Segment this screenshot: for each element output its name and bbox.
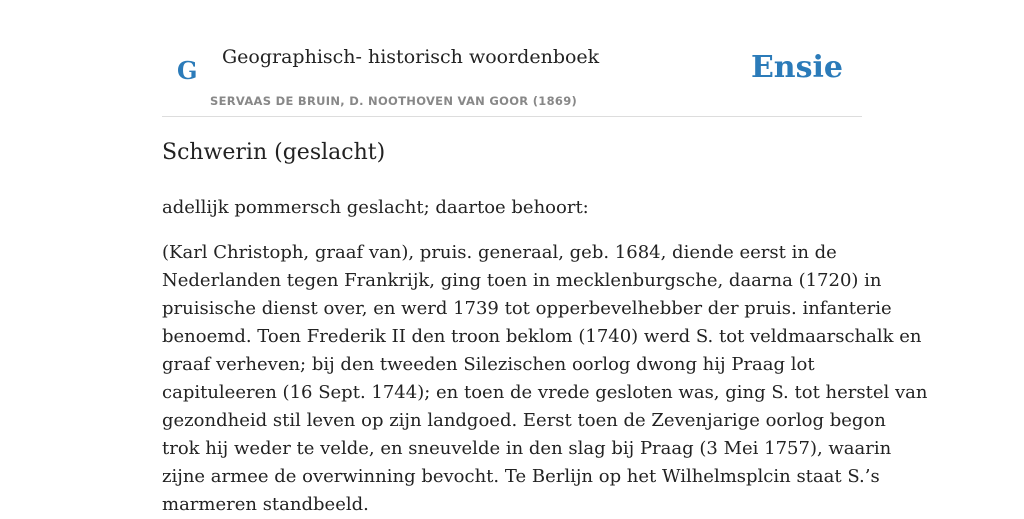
body-line: pruisische dienst over, en werd 1739 tot opperbevelhebber der pruis. infanterie [162, 298, 892, 319]
body-line: trok hij weder te velde, en sneuvelde in den slag bij Praag (3 Mei 1757), waarin [162, 438, 892, 459]
entry-intro: adellijk pommersch geslacht; daartoe behoort: [162, 197, 589, 218]
content-container [162, 0, 928, 515]
body-line: benoemd. Toen Frederik II den troon beklom (1740) werd S. tot veldmaarschalk en [162, 326, 922, 347]
entry-body [162, 239, 928, 519]
body-line: Nederlanden tegen Frankrijk, ging toen in mecklenburgsche, daarna (1720) in [162, 270, 882, 291]
body-line: graaf verheven; bij den tweeden Silezischen oorlog dwong hij Praag lot [162, 354, 815, 375]
body-line: (Karl Christoph, graaf van), pruis. generaal, geb. 1684, diende eerst in de [162, 242, 837, 263]
book-authors: SERVAAS DE BRUIN, D. NOOTHOVEN VAN GOOR (1869) [210, 94, 578, 108]
category-badge[interactable]: G [177, 56, 198, 85]
entry-title: Schwerin (geslacht) [162, 140, 386, 165]
book-title[interactable]: Geographisch- historisch woordenboek [222, 46, 600, 68]
body-line: marmeren standbeeld. [162, 494, 369, 515]
body-line: gezondheid stil leven op zijn landgoed. Eerst toen de Zevenjarige oorlog begon [162, 410, 886, 431]
ensie-logo[interactable]: Ensie [750, 50, 843, 85]
body-line: capituleeren (16 Sept. 1744); en toen de vrede gesloten was, ging S. tot herstel van [162, 382, 928, 403]
book-header [162, 0, 862, 117]
body-line: zijne armee de overwinning bevocht. Te Berlijn op het Wilhelmsplcin staat S.’s [162, 466, 880, 487]
